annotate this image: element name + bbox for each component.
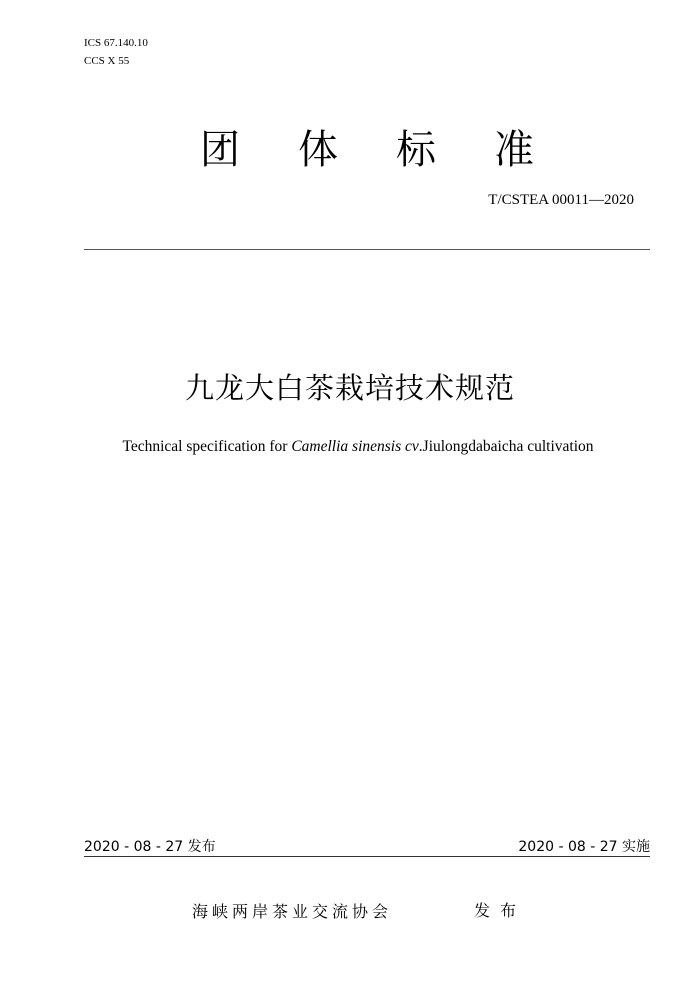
title-english-suffix: .Jiulongdabaicha cultivation [418, 438, 594, 455]
title-chinese: 九龙大白茶栽培技术规范 [184, 371, 515, 405]
bottom-divider [84, 856, 650, 857]
top-divider [84, 249, 650, 250]
issue-date: 2020 - 08 - 27 发布 [84, 839, 216, 855]
standard-number: T/CSTEA 00011—2020 [488, 192, 634, 208]
title-english-prefix: Technical specification for [122, 438, 292, 455]
implementation-date: 2020 - 08 - 27 实施 [518, 839, 650, 855]
publish-label: 发布 [474, 901, 527, 920]
ics-code: ICS 67.140.10 [84, 37, 148, 49]
publisher-name: 海峡两岸茶业交流协会 [192, 902, 393, 921]
title-english-species: Camellia sinensis [291, 438, 402, 455]
title-english [0, 436, 700, 458]
title-english-cv: cv [405, 438, 419, 455]
ccs-code: CCS X 55 [84, 55, 130, 67]
document-type-heading: 团体标准 [200, 127, 592, 173]
